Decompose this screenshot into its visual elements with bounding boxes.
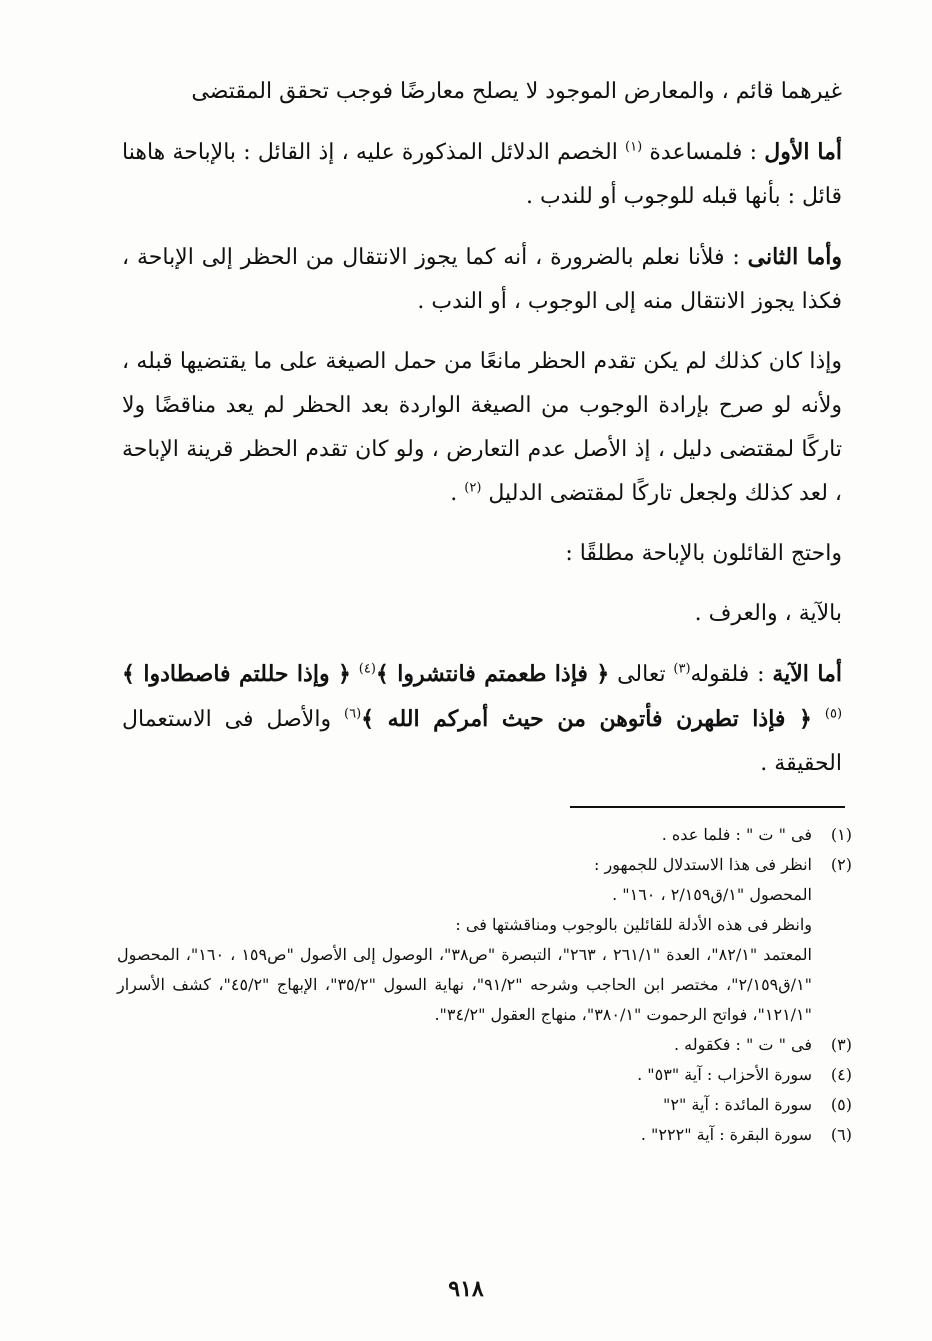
paragraph-text: واحتج القائلون بالإباحة مطلقًا : [565, 541, 842, 566]
footnote-text: المحصول "١/ق٢/١٥٩ ، ١٦٠" . [612, 885, 812, 904]
paragraph [122, 592, 842, 636]
paragraph-text: غيرهما قائم ، والمعارض الموجود لا يصلح معارضًا فوجب تحقق المقتضى [191, 79, 842, 104]
section-heading: أما الأول [764, 139, 842, 165]
quran-verse: ﴿ فإذا تطهرن فأتوهن من حيث أمركم الله ﴾ [361, 706, 812, 732]
paragraph-text: : فلمساعدة [642, 140, 765, 165]
footnote-number: (٥) [830, 1095, 852, 1114]
footnote-text: سورة الأحزاب : آية "٥٣" . [637, 1065, 812, 1084]
paragraph [122, 652, 842, 786]
footnote-ref: (٥) [824, 706, 843, 722]
footnote [117, 820, 852, 850]
paragraph [122, 130, 842, 219]
footnote [117, 1120, 852, 1150]
footnote-ref: (٤) [358, 661, 376, 677]
footnote-text: انظر فى هذا الاستدلال للجمهور : [593, 855, 812, 874]
footnote-ref: (٣) [673, 661, 691, 677]
section-heading: وأما الثانى [747, 244, 842, 270]
footnote [117, 1090, 852, 1120]
paragraph-text: والأصل فى الاستعمال الحقيقة . [122, 707, 842, 776]
footnote-number: (٤) [830, 1065, 852, 1084]
paragraph-text: . [450, 481, 465, 506]
paragraph-text: وإذا كان كذلك لم يكن تقدم الحظر مانعًا من حمل الصيغة على ما يقتضيها قبله ، ولأنه لو صرح بإرادة الوجوب من الصيغة الواردة بعد الحظر لم يعد مناقضًا ولا تاركًا لمقتضى دليل ، إذ الأصل عدم التعارض ، ولو كان تقدم الحظر قرينة الإباحة ، لعد كذلك ولجعل تاركًا لمقتضى الدليل [122, 349, 842, 506]
paragraph-text: تعالى [609, 662, 674, 687]
footnote-ref: (٢) [464, 480, 482, 496]
paragraph-text: الخصم الدلائل المذكورة عليه ، إذ القائل : بالإباحة هاهنا قائل : بأنها قبله للوجوب أو للندب . [122, 140, 842, 209]
footnote-text: فى " ت " : فكقوله . [673, 1035, 812, 1054]
paragraph-text: بالآية ، والعرف . [694, 601, 842, 626]
footnote-text: سورة البقرة : آية "٢٢٢" . [640, 1125, 812, 1144]
page-number: ٩١٨ [448, 1276, 484, 1302]
quran-verse: ﴿ وإذا حللتم فاصطادوا ﴾ [122, 661, 351, 687]
footnote [117, 1030, 852, 1060]
footnote-text: وانظر فى هذه الأدلة للقائلين بالوجوب ومناقشتها فى : [455, 915, 812, 934]
footnote-ref: (٦) [344, 706, 362, 722]
footnote-number: (٢) [830, 855, 852, 874]
paragraph-text [812, 707, 825, 732]
footnote-text: المعتمد "٨٢/١"، العدة "٢٦١/١ ، ٢٦٣"، التبصرة "ص٣٨"، الوصول إلى الأصول "ص١٥٩ ، ١٦٠"، المحصول "١/ق٢/١٥٩"، مختصر ابن الحاجب وشرحه "٩١/٢"، نهاية السول "٣٥/٢"، الإبهاج "٤٥/٢"، كشف الأسرار "١٢١/١"، فواتح الرحموت "٣٨٠/١"، منهاج العقول "٣٤/٢". [117, 945, 813, 1024]
footnote-text: فى " ت " : فلما عده . [661, 825, 812, 844]
footnote-separator [570, 806, 845, 808]
footnotes [117, 820, 852, 1150]
footnote-number: (١) [830, 825, 852, 844]
footnote [117, 1060, 852, 1090]
paragraph-text: : فلأنا نعلم بالضرورة ، أنه كما يجوز الانتقال من الحظر إلى الإباحة ، فكذا يجوز الانتقال منه إلى الوجوب ، أو الندب . [122, 245, 842, 314]
footnote-ref: (١) [625, 139, 643, 155]
footnote [117, 850, 852, 880]
paragraph [122, 70, 842, 114]
quran-verse: ﴿ فإذا طعمتم فانتشروا ﴾ [375, 661, 610, 687]
main-text [122, 70, 842, 786]
paragraph [122, 235, 842, 324]
paragraph [122, 532, 842, 576]
footnote-number: (٦) [830, 1125, 852, 1144]
section-heading: أما الآية [772, 661, 842, 687]
paragraph-text [351, 662, 359, 687]
paragraph-text: : فلقوله [690, 662, 773, 687]
footnote-text: سورة المائدة : آية "٢" [663, 1095, 812, 1114]
footnote-number: (٣) [830, 1035, 852, 1054]
paragraph [122, 340, 842, 516]
